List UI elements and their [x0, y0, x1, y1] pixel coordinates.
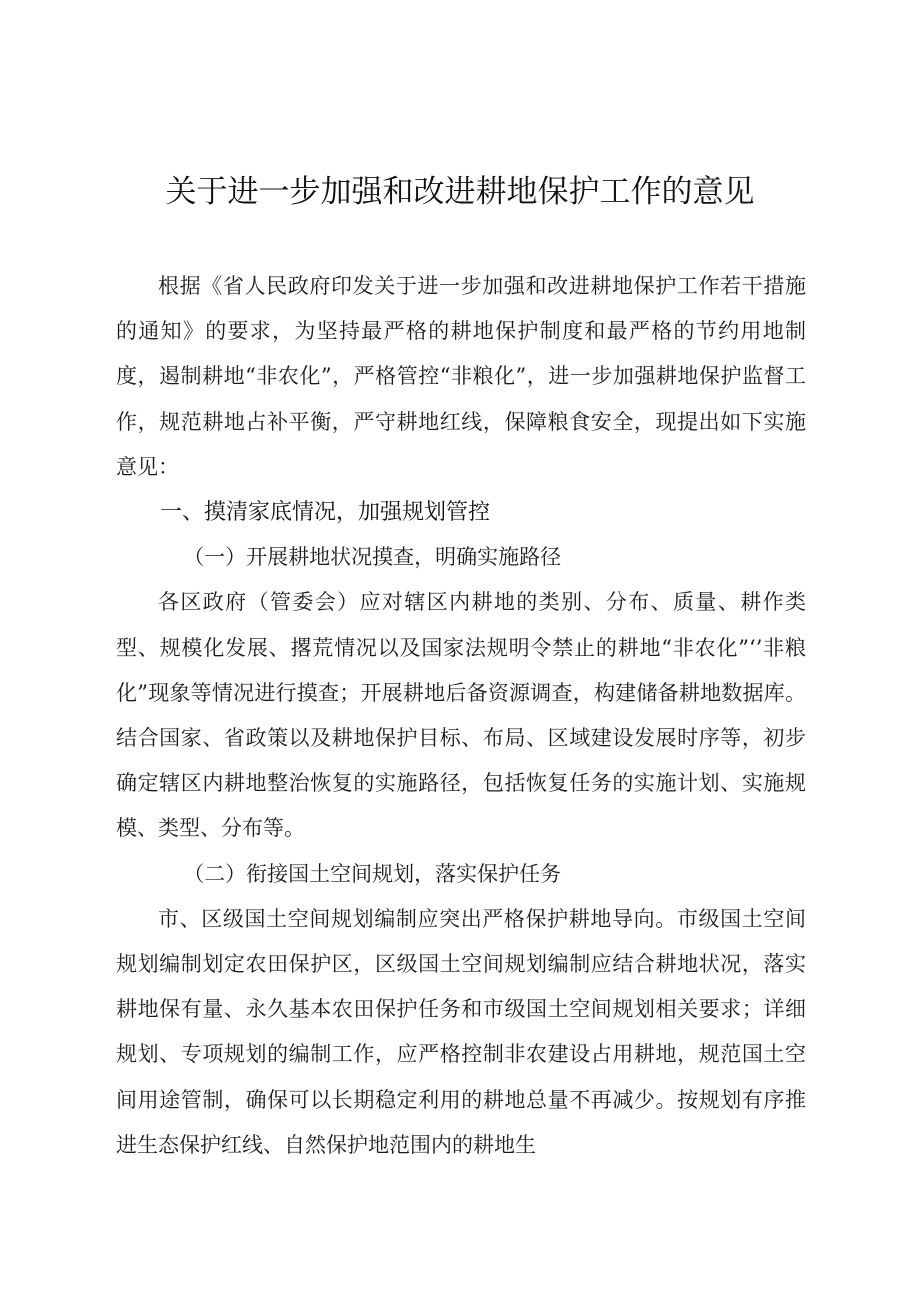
subsection-1-heading: （一）开展耕地状况摸查，明确实施路径 [183, 545, 562, 570]
subsection-2-paragraph: 市、区级国土空间规划编制应突出严格保护耕地导向。市级国土空间规划编制划定农田保护区，区级国土空间规划编制应结合耕地状况，落实耕地保有量、永久基本农田保护任务和市级国土空间规划相关要求；详细规划、专项规划的编制工作，应严格控制非农建设占用耕地，规范国土空间用途管制，确保可以长期稳定利用的耕地总量不再减少。按规划有序推进生态保护红线、自然保护地范围内的耕地生 [116, 906, 806, 1157]
subsection-1-paragraph: 各区政府（管委会）应对辖区内耕地的类别、分布、质量、耕作类型、规模化发展、撂荒情况以及国家法规明令禁止的耕地“非农化”‘’非粮化”现象等情况进行摸查；开展耕地后备资源调查，构建储备耕地数据库。结合国家、省政策以及耕地保护目标、布局、区域建设发展时序等，初步确定辖区内耕地整治恢复的实施路径，包括恢复任务的实施计划、实施规模、类型、分布等。 [116, 590, 806, 841]
document-body [116, 264, 806, 1168]
section-1-heading: 一、摸清家底情况，加强规划管控 [160, 500, 491, 526]
intro-paragraph: 根据《省人民政府印发关于进一步加强和改进耕地保护工作若干措施的通知》的要求，为坚持最严格的耕地保护制度和最严格的节约用地制度，遏制耕地“非农化”，严格管控“非粮化”，进一步加强耕地保护监督工作，规范耕地占补平衡，严守耕地红线，保障粮食安全，现提出如下实施意见： [116, 274, 806, 479]
subsection-2-heading: （二）衔接国土空间规划，落实保护任务 [183, 861, 562, 886]
document-title: 关于进一步加强和改进耕地保护工作的意见 [165, 174, 755, 210]
